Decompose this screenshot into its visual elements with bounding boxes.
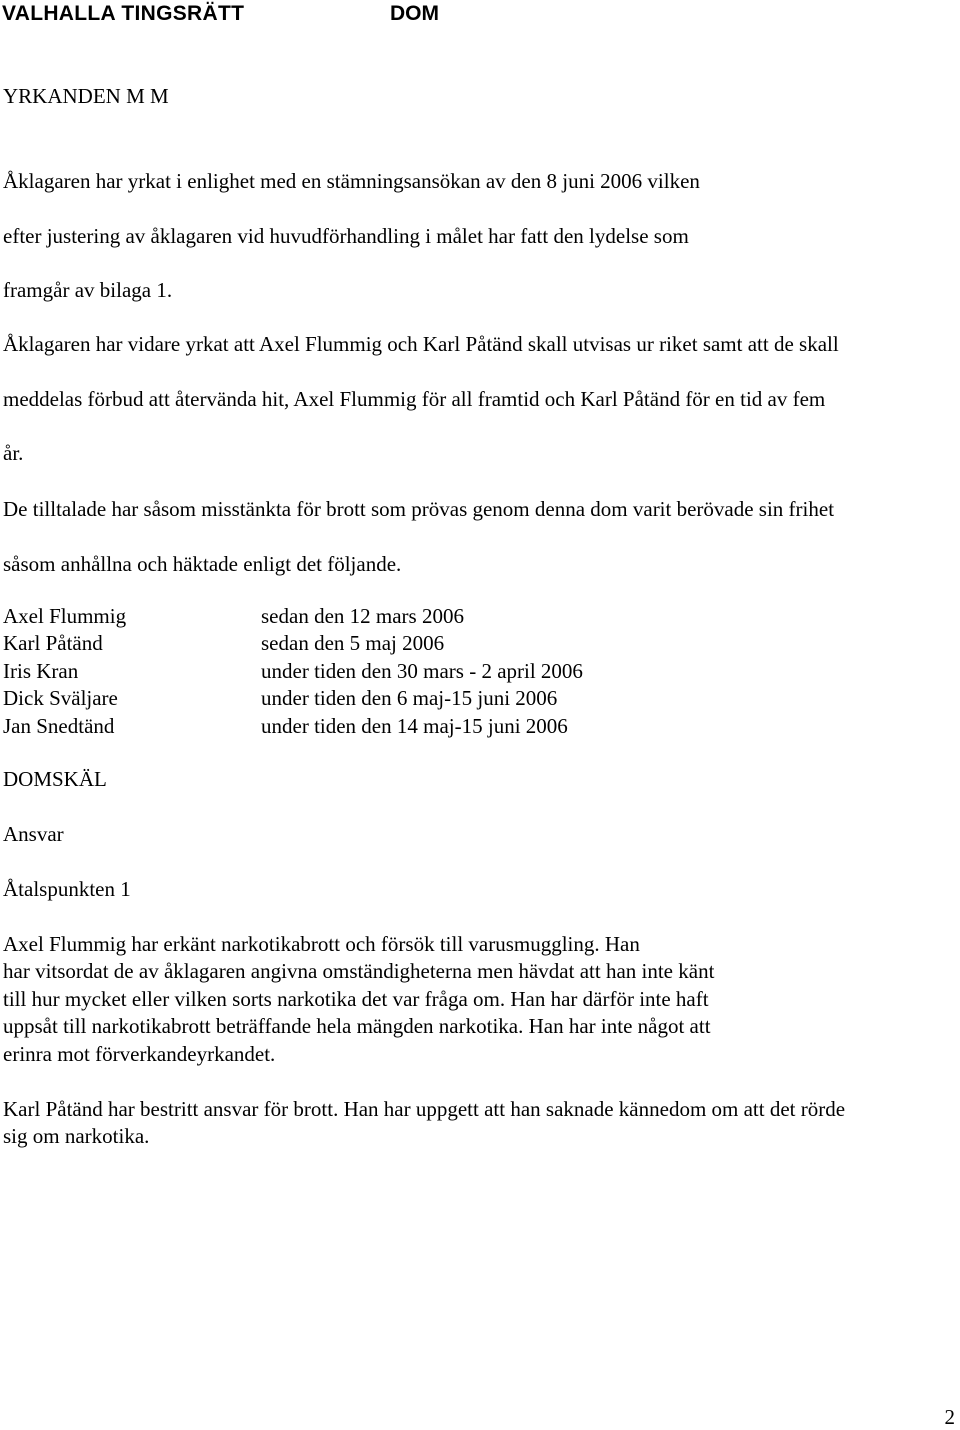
defendant-name: Karl Påtänd [3,631,103,656]
custody-row [3,713,903,740]
paragraph-claims [3,166,953,330]
heading-ansvar: Ansvar [3,822,64,846]
text-line: Åklagaren har yrkat i enlighet med en stämningsansökan av den 8 juni 2006 vilken [3,169,700,193]
text-line: meddelas förbud att återvända hit, Axel Flummig för all framtid och Karl Påtänd för en tid av fem [3,386,826,411]
paragraph-patand-statement [3,1096,958,1151]
text-line: efter justering av åklagaren vid huvudförhandling i målet har fatt den lydelse som [3,223,689,248]
paragraph-expulsion [3,329,953,493]
text-line: Karl Påtänd har bestritt ansvar för brott. Han har uppgett att han saknade kännedom om att det rörde [3,1097,846,1121]
custody-period: under tiden den 30 mars - 2 april 2006 [261,658,583,683]
custody-period: under tiden den 14 maj-15 juni 2006 [261,713,568,738]
text-line: till hur mycket eller vilken sorts narkotika det var fråga om. Han har därför inte haft [3,986,709,1011]
custody-period: under tiden den 6 maj-15 juni 2006 [261,686,558,711]
page-number: 2 [944,1405,955,1429]
defendant-name: Dick Sväljare [3,686,118,711]
text-line: Åklagaren har vidare yrkat att Axel Flummig och Karl Påtänd skall utvisas ur riket samt att de skall [3,332,839,356]
paragraph-flummig-statement [3,931,958,1068]
defendant-name: Axel Flummig [3,604,127,628]
text-line: De tilltalade har såsom misstänkta för brott som prövas genom denna dom varit berövade sin frihet [3,497,835,521]
custody-list [3,603,903,740]
custody-row [3,685,903,712]
heading-domskal: DOMSKÄL [3,767,107,791]
heading-atalspunkt: Åtalspunkten 1 [3,877,131,901]
text-line: sig om narkotika. [3,1124,150,1149]
document-header [2,2,942,32]
text-line: uppsåt till narkotikabrott beträffande hela mängden narkotika. Han har inte något att [3,1014,711,1039]
text-line: såsom anhållna och häktade enligt det följande. [3,551,402,576]
custody-row [3,658,903,685]
defendant-name: Iris Kran [3,658,79,683]
custody-period: sedan den 5 maj 2006 [261,631,445,656]
paragraph-detention [3,494,953,603]
text-line: framgår av bilaga 1. [3,278,173,302]
custody-row [3,630,903,657]
text-line: Axel Flummig har erkänt narkotikabrott och försök till varusmuggling. Han [3,932,640,956]
text-line: har vitsordat de av åklagaren angivna omständigheterna men hävdat att han inte känt [3,959,715,984]
court-name: VALHALLA TINGSRÄTT [2,2,245,25]
text-line: år. [3,441,24,465]
text-line: erinra mot förverkandeyrkandet. [3,1041,276,1066]
custody-period: sedan den 12 mars 2006 [261,604,464,628]
heading-yrkanden: YRKANDEN M M [3,84,169,108]
document-type: DOM [390,2,439,25]
defendant-name: Jan Snedtänd [3,713,115,738]
custody-row [3,603,903,630]
